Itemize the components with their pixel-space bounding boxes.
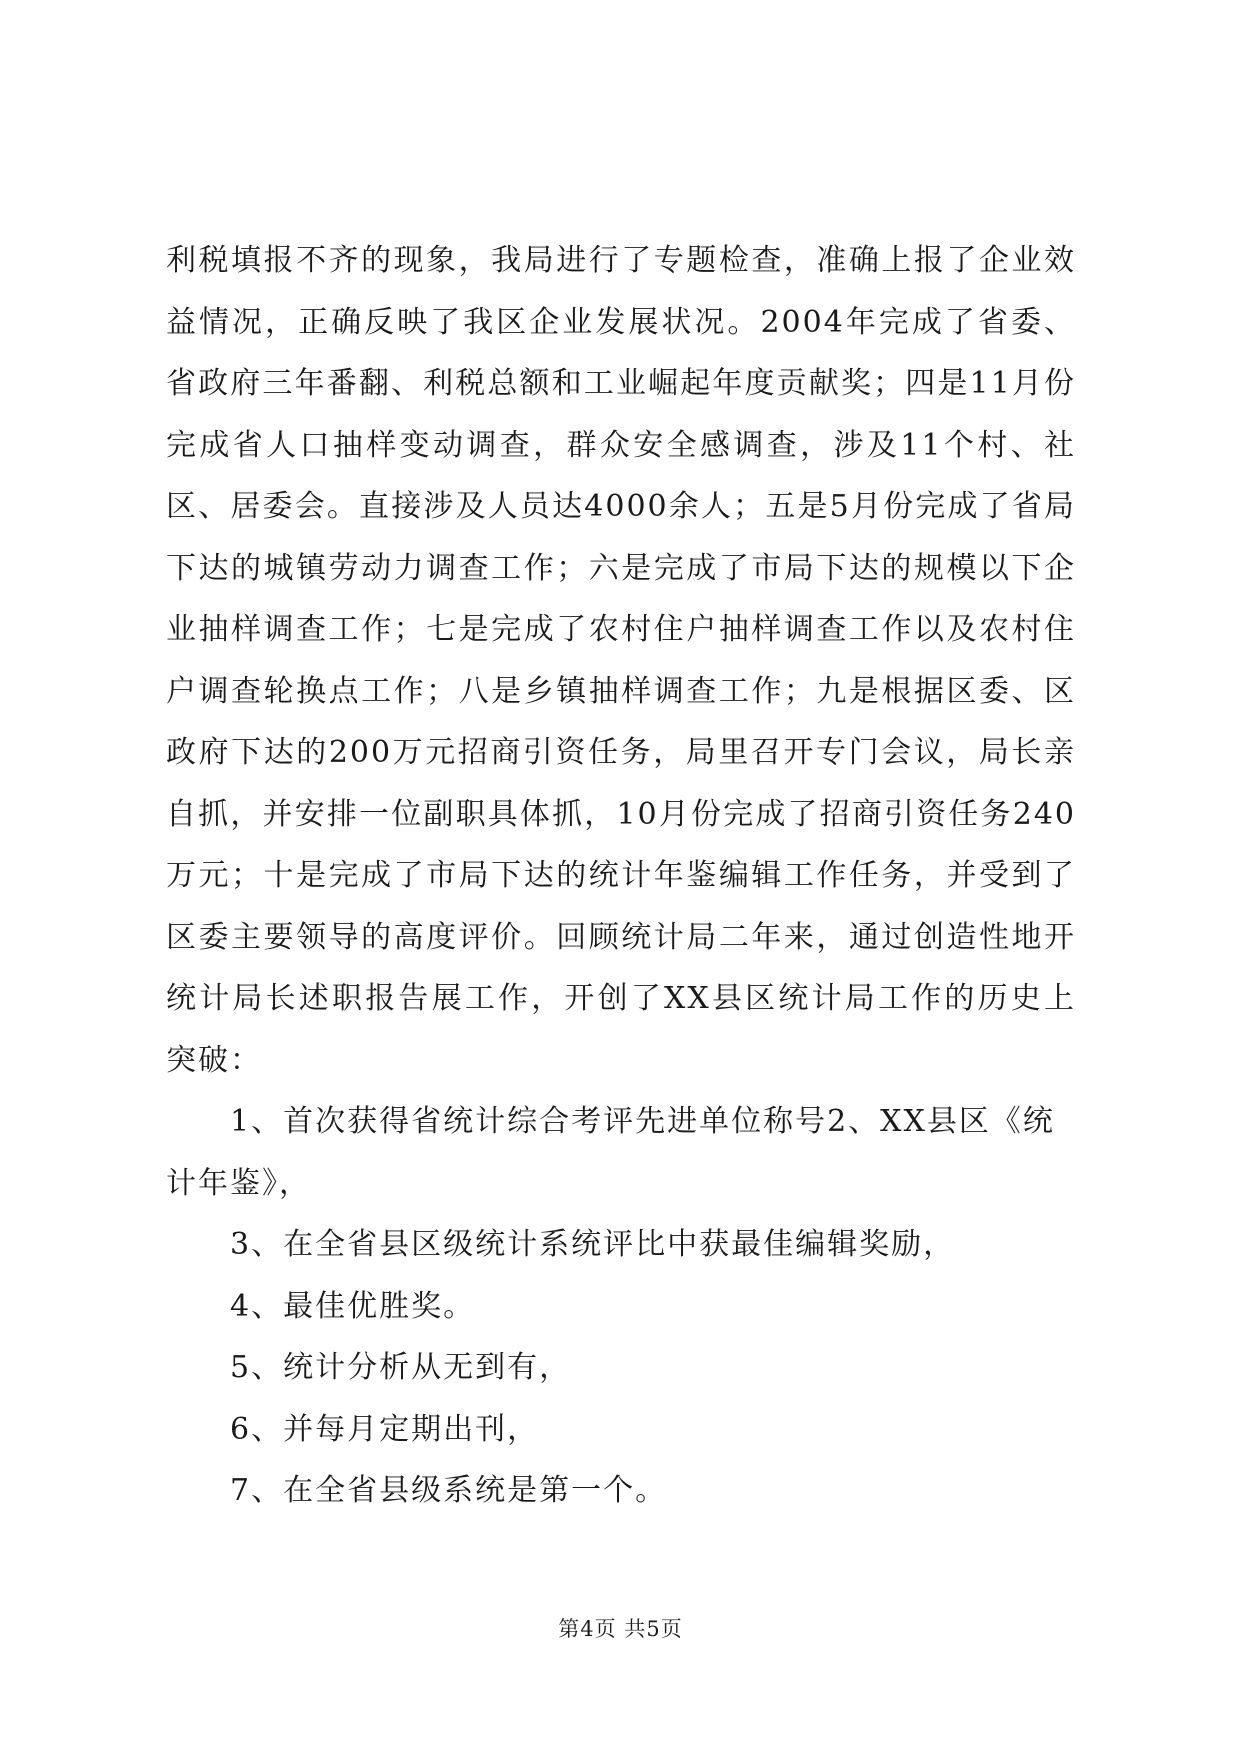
page-number-label: 第4页 共5页 bbox=[558, 1617, 683, 1641]
list-item: 7、在全省县级系统是第一个。 bbox=[230, 1473, 668, 1508]
page-footer bbox=[0, 1615, 1241, 1643]
list-item: 3、在全省县区级统计系统评比中获最佳编辑奖励， bbox=[230, 1227, 956, 1262]
list-item: 5、统计分析从无到有， bbox=[230, 1350, 572, 1385]
list-item: 1、首次获得省统计综合考评先进单位称号2、XX县区《统计年鉴》， bbox=[166, 1104, 1055, 1201]
list-item: 6、并每月定期出刊， bbox=[230, 1411, 540, 1447]
body-paragraph: 利税填报不齐的现象，我局进行了专题检查，准确上报了企业效益情况，正确反映了我区企业发展状况。2004年完成了省委、省政府三年番翻、利税总额和工业崛起年度贡献奖；四是11月份完成省人口抽样变动调查，群众安全感调查，涉及11个村、社区、居委会。直接涉及人员达4000余人；五是5月份完成了省局下达的城镇劳动力调查工作；六是完成了市局下达的规模以下企业抽样调查工作；七是完成了农村住户抽样调查工作以及农村住户调查轮换点工作；八是乡镇抽样调查工作；九是根据区委、区政府下达的200万元招商引资任务，局里召开专门会议，局长亲自抓，并安排一位副职具体抓，10月份完成了招商引资任务240万元；十是完成了市局下达的统计年鉴编辑工作任务，并受到了区委主要领导的高度评价。回顾统计局二年来，通过创造性地开统计局长述职报告展工作，开创了XX县区统计局工作的历史上突破： bbox=[166, 243, 1076, 1078]
document-body bbox=[166, 230, 1076, 1522]
list-item: 4、最佳优胜奖。 bbox=[230, 1288, 476, 1324]
